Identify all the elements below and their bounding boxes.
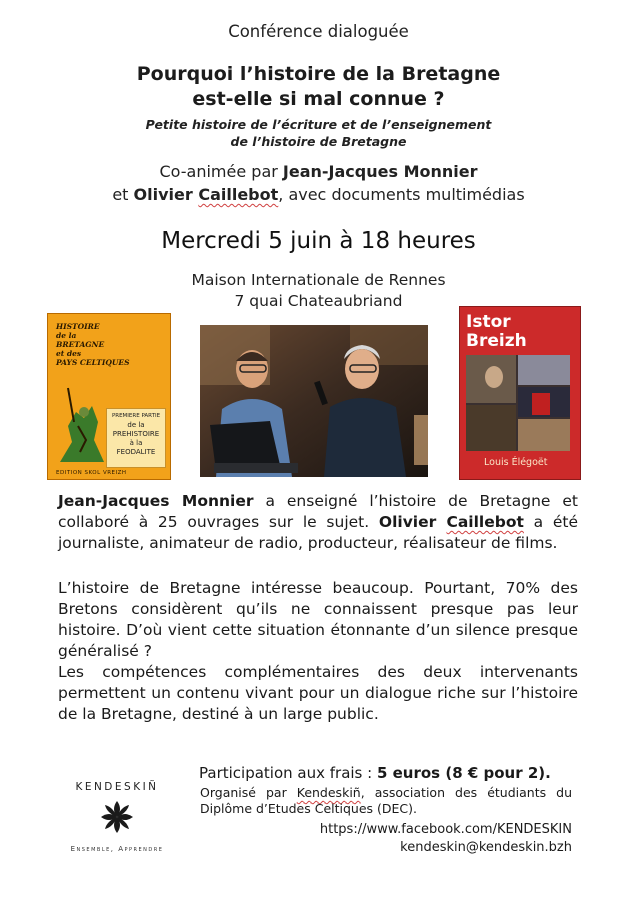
org-name: Kendeskiñ	[296, 785, 361, 800]
book-title-line: BRETAGNE	[56, 340, 105, 349]
event-type-label: Conférence dialoguée	[228, 22, 409, 41]
fee-label: Participation aux frais :	[199, 764, 377, 782]
book-part-line: PREMIERE PARTIE	[111, 413, 161, 419]
organizer-info	[200, 785, 572, 817]
book-part-line: de la	[127, 421, 145, 429]
fee-amount: 5 euros (8 € pour 2).	[376, 764, 551, 782]
book-title-line: et des	[56, 349, 82, 358]
hosts-line	[0, 160, 637, 206]
book-title: Istor Breizh	[466, 312, 527, 351]
book-title-line: de la	[56, 331, 77, 340]
logo-wordmark: KENDESKIÑ	[75, 781, 159, 793]
book-publisher: EDITION SKOL VREIZH	[56, 470, 127, 476]
facebook-link[interactable]: https://www.facebook.com/KENDESKIN	[319, 822, 572, 837]
bio-text-1: a enseigné l’histoire de Bretagne et collaboré à 25 ouvrages sur le sujet.	[58, 492, 578, 531]
subtitle-line-1: Petite histoire de l’écriture et de l’enseignement	[145, 117, 492, 132]
org-prefix: Organisé par	[200, 785, 297, 800]
title-line-1: Pourquoi l’histoire de la Bretagne	[136, 63, 501, 85]
page-title	[0, 62, 637, 112]
book-part-line: à la	[129, 439, 143, 447]
book-part-line: PREHISTOIRE	[112, 430, 160, 438]
participation-fee	[199, 764, 551, 782]
speakers-bio	[58, 491, 578, 554]
event-date: Mercredi 5 juin à 18 heures	[161, 228, 476, 254]
speakers-photo	[200, 325, 428, 477]
speakers-photo-illustration	[200, 325, 428, 477]
kendeskin-logo	[58, 781, 176, 853]
book-part-line: FEODALITE	[116, 448, 156, 456]
venue-name: Maison Internationale de Rennes	[191, 271, 446, 289]
book-collage	[466, 355, 570, 451]
book-title-line: PAYS CELTIQUES	[56, 358, 130, 367]
bio-name-1: Jean-Jacques Monnier	[58, 492, 254, 510]
hosts-suffix: , avec documents multimédias	[278, 185, 525, 204]
title-line-2: est-elle si mal connue ?	[192, 88, 445, 110]
email-link[interactable]: kendeskin@kendeskin.bzh	[400, 840, 572, 855]
page-subtitle	[0, 116, 637, 150]
book-cover-histoire-bretagne	[47, 313, 171, 480]
logo-emblem-icon	[97, 797, 137, 837]
book-title-line: HISTOIRE	[56, 322, 100, 331]
description-text-2: Les compétences complémentaires des deux intervenants permettent un contenu vivant pour un dialogue riche sur l’histoire de la Bretagne, destiné à un large public.	[58, 663, 578, 723]
subtitle-line-2: de l’histoire de Bretagne	[230, 134, 407, 149]
book-author: Louis Élégoët	[484, 457, 548, 468]
hosts-prefix: Co-animée par	[159, 162, 283, 181]
collage-illustration	[466, 355, 570, 451]
org-suffix: , association des étudiants du Diplôme d’Etudes Celtiques (DEC).	[200, 785, 572, 816]
hosts-connector: et	[112, 185, 134, 204]
logo-tagline: Ensemble, Apprendre	[70, 845, 164, 853]
book-cover-istor-breizh	[459, 306, 581, 480]
venue-address: 7 quai Chateaubriand	[234, 292, 403, 310]
host-name-2: Olivier Caillebot	[133, 185, 279, 204]
book-part-box	[106, 408, 166, 468]
description-text-1: L’histoire de Bretagne intéresse beaucoup. Pourtant, 70% des Bretons considèrent qu’ils ne connaissent presque pas leur histoire. D’où vient cette situation étonnante d’un silence presque généralisé ?	[58, 579, 578, 660]
host-name-1: Jean-Jacques Monnier	[282, 162, 478, 181]
event-description	[58, 578, 578, 725]
bio-name-2: Olivier Caillebot	[378, 513, 524, 531]
bio-text-2: a été journaliste, animateur de radio, producteur, réalisateur de films.	[58, 513, 578, 552]
knight-illustration-icon	[54, 382, 114, 468]
